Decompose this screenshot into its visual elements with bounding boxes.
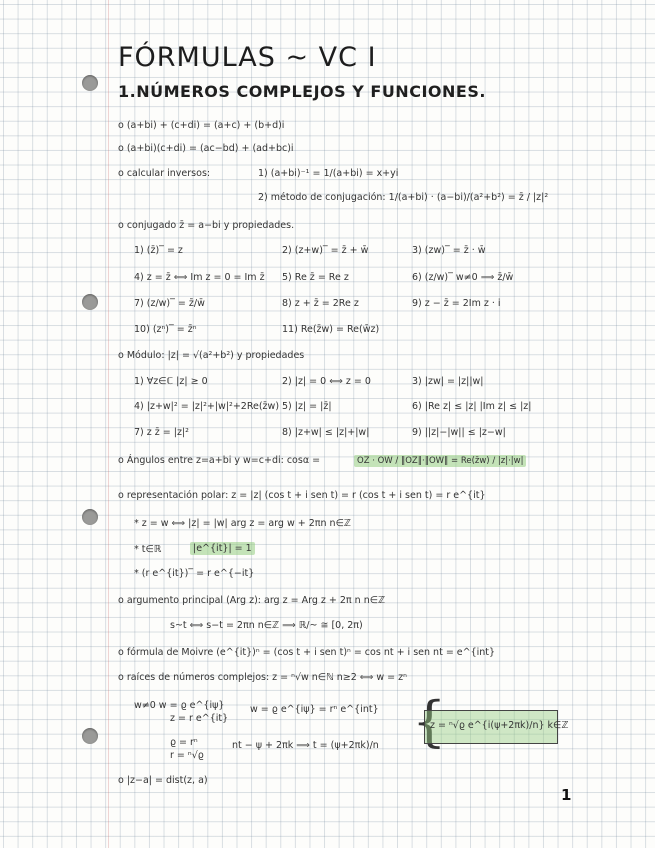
roots-equation: w = ϱ e^{iψ} = rⁿ e^{int}	[250, 704, 379, 715]
binder-hole	[82, 294, 98, 310]
margin-line	[108, 0, 109, 848]
conj-prop: 4) z = z̄ ⟺ Im z = 0 = Im z̄	[134, 272, 265, 283]
conj-prop: 11) Re(z̄w) = Re(w̄z)	[282, 324, 380, 335]
modulus-heading: o Módulo: |z| = √(a²+b²) y propiedades	[118, 350, 305, 361]
angles-formula: OZ · OW / ‖OZ‖·‖OW‖ = Re(z̄w) / |z|·|w|	[354, 455, 526, 467]
equivalence-relation: s~t ⟺ s−t = 2πn n∈ℤ ⟹ ℝ/~ ≅ [0, 2π)	[170, 620, 363, 631]
modulus-prop: 6) |Re z| ≤ |z| |Im z| ≤ |z|	[412, 401, 532, 412]
conj-prop: 1) (z̄)‾ = z	[134, 245, 183, 256]
conj-prop: 9) z − z̄ = 2Im z · i	[412, 298, 501, 309]
roots-radius: r = ⁿ√ϱ	[170, 750, 204, 761]
inverse-label: o calcular inversos:	[118, 168, 211, 179]
binder-hole	[82, 728, 98, 744]
conj-prop: 10) (zⁿ)‾ = z̄ⁿ	[134, 324, 197, 335]
curly-brace: {	[412, 690, 447, 753]
modulus-prop: 1) ∀z∈ℂ |z| ≥ 0	[134, 376, 208, 387]
modulus-prop: 7) z z̄ = |z|²	[134, 427, 189, 438]
conjugate-heading: o conjugado z̄ = a−bi y propiedades.	[118, 220, 295, 231]
conj-prop: 2) (z+w)‾ = z̄ + w̄	[282, 245, 369, 256]
page-title: FÓRMULAS ~ VC I	[118, 42, 377, 73]
polar-real-t: * t∈ℝ	[134, 544, 162, 555]
principal-argument: o argumento principal (Arg z): arg z = Arg z + 2π n n∈ℤ	[118, 595, 386, 606]
modulus-prop: 9) ||z|−|w|| ≤ |z−w|	[412, 427, 506, 438]
conj-prop: 3) (zw)‾ = z̄ · w̄	[412, 245, 486, 256]
polar-conjugate: * (r e^{it})‾ = r e^{−it}	[134, 568, 255, 579]
angles-label: o Ángulos entre z=a+bi y w=c+di: cosα =	[118, 455, 321, 466]
conj-prop: 8) z + z̄ = 2Re z	[282, 298, 359, 309]
distance-formula: o |z−a| = dist(z, a)	[118, 775, 208, 786]
modulus-prop: 2) |z| = 0 ⟺ z = 0	[282, 376, 371, 387]
modulus-prop: 8) |z+w| ≤ |z|+|w|	[282, 427, 370, 438]
conjugation-method: 2) método de conjugación: 1/(a+bi) · (a−bi)/(a²+b²) = z̄ / |z|²	[258, 192, 549, 203]
roots-heading: o raíces de números complejos: z = ⁿ√w n∈ℕ n≥2 ⟺ w = zⁿ	[118, 672, 407, 683]
inverse-formula: 1) (a+bi)⁻¹ = 1/(a+bi) = x+yi	[258, 168, 399, 179]
conj-prop: 5) Re z̄ = Re z	[282, 272, 349, 283]
conj-prop: 7) (z/w)‾ = z̄/w̄	[134, 298, 205, 309]
binder-hole	[82, 509, 98, 525]
formula-product: o (a+bi)(c+di) = (ac−bd) + (ad+bc)i	[118, 143, 294, 154]
roots-angle: nt − ψ + 2πk ⟹ t = (ψ+2πk)/n	[232, 740, 379, 751]
conj-prop: 6) (z/w)‾ w≠0 ⟹ z̄/w̄	[412, 272, 514, 283]
polar-equality: * z = w ⟺ |z| = |w| arg z = arg w + 2πn n∈ℤ	[134, 518, 351, 529]
roots-modulus: ϱ = rⁿ	[170, 737, 198, 748]
polar-representation: o representación polar: z = |z| (cos t + i sen t) = r (cos t + i sen t) = r e^{it}	[118, 490, 486, 501]
modulus-prop: 5) |z| = |z̄|	[282, 401, 332, 412]
section-heading: 1.NÚMEROS COMPLEJOS Y FUNCIONES.	[118, 82, 486, 101]
modulus-prop: 4) |z+w|² = |z|²+|w|²+2Re(z̄w)	[134, 401, 280, 412]
formula-sum: o (a+bi) + (c+di) = (a+c) + (b+d)i	[118, 120, 285, 131]
roots-result: z = ⁿ√ϱ e^{i(ψ+2πk)/n} k∈ℤ	[430, 720, 569, 731]
polar-unit-modulus: |e^{it}| = 1	[190, 542, 255, 555]
binder-hole	[82, 75, 98, 91]
modulus-prop: 3) |zw| = |z||w|	[412, 376, 484, 387]
roots-w: w≠0 w = ϱ e^{iψ}	[134, 700, 225, 711]
roots-z: z = r e^{it}	[170, 713, 229, 724]
moivre-formula: o fórmula de Moivre (e^{it})ⁿ = (cos t + i sen t)ⁿ = cos nt + i sen nt = e^{int}	[118, 647, 496, 658]
page-number: 1	[561, 786, 572, 804]
